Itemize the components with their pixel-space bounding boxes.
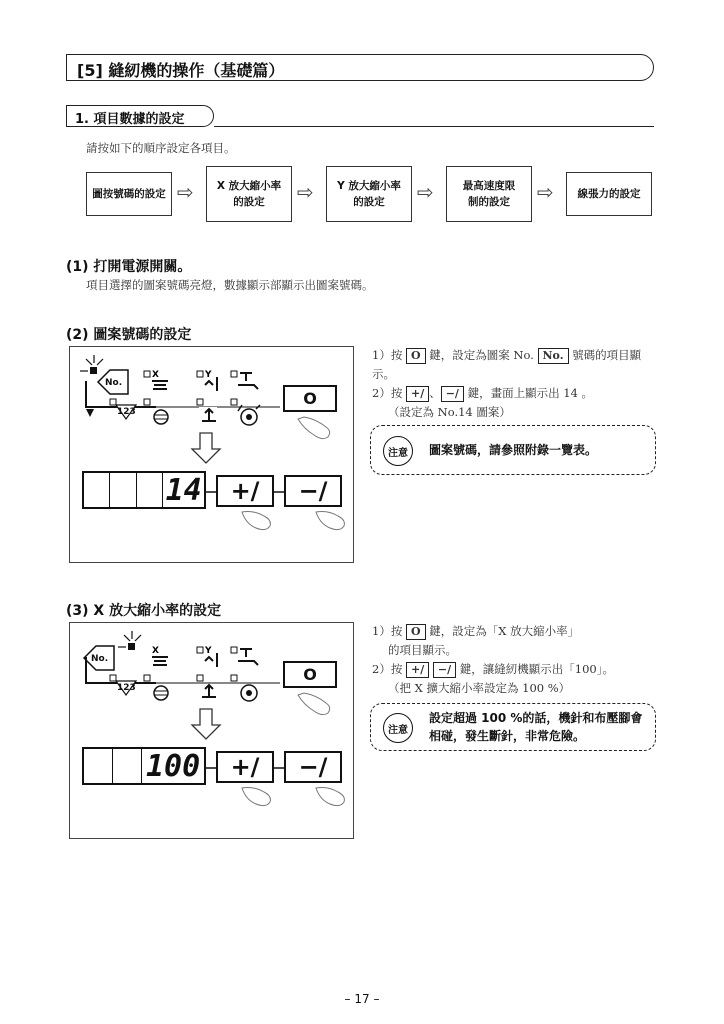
- caution-icon: 注意: [383, 436, 413, 466]
- svg-text:X: X: [152, 646, 159, 656]
- panel-diagram: [70, 623, 355, 840]
- step1-text: 項目選擇的圖案號碼亮燈，數據顯示部顯示出圖案號碼。: [86, 278, 374, 292]
- panel-x-scale: [69, 622, 354, 839]
- page-number: – 17 –: [344, 992, 380, 1006]
- step1-heading: (1) 打開電源開關。: [66, 259, 192, 275]
- minus-key-ref: −/: [441, 386, 464, 402]
- panel-pattern: [69, 346, 354, 563]
- select-key[interactable]: O: [283, 385, 337, 412]
- minus-key[interactable]: −/: [284, 751, 342, 783]
- svg-text:Y: Y: [205, 370, 212, 380]
- flow-arrow-icon: ⇨: [297, 180, 314, 204]
- pattern-no-icon: No.: [105, 378, 123, 388]
- select-key-ref: O: [406, 624, 426, 640]
- step3-heading: (3) X 放大縮小率的設定: [66, 603, 222, 619]
- subsection-title: 1. 項目數據的設定: [75, 112, 185, 127]
- select-key[interactable]: O: [283, 661, 337, 688]
- note-box-danger: [370, 703, 656, 751]
- flow-step-3: Y 放大縮小率的設定: [326, 166, 412, 222]
- plus-key-ref: +/: [406, 386, 429, 402]
- svg-text:X: X: [152, 370, 159, 380]
- intro-text: 請按如下的順序設定各項目。: [86, 141, 236, 155]
- step3-instructions: 1）按 O 鍵，設定為「X 放大縮小率」 的項目顯示。 2）按 +/ −/ 鍵，讓縫紉機顯示出「100」。 （把 X 擴大縮小率設定為 100 %）: [372, 624, 614, 695]
- step2-instructions: 1）按 O 鍵，設定為圖案 No. No. 號碼的項目顯示。 2）按 +/ 、 −/ 鍵，畫面上顯示出 14 。 （設定為 No.14 圖案）: [372, 348, 642, 419]
- minus-key[interactable]: −/: [284, 475, 342, 507]
- data-display: [82, 747, 206, 785]
- display-value: 14: [165, 472, 202, 508]
- plus-key[interactable]: +/: [216, 751, 274, 783]
- flow-step-2: X 放大縮小率的設定: [206, 166, 292, 222]
- minus-key-ref: −/: [433, 662, 456, 678]
- select-key-ref: O: [406, 348, 426, 364]
- flow-step-5: 線張力的設定: [566, 172, 652, 216]
- flow-arrow-icon: ⇨: [177, 180, 194, 204]
- pattern-no-icon: No.: [91, 654, 109, 664]
- caution-icon: 注意: [383, 713, 413, 743]
- svg-text:Y: Y: [205, 646, 212, 656]
- note-box-pattern: [370, 425, 656, 475]
- data-display: [82, 471, 206, 509]
- flow-arrow-icon: ⇨: [537, 180, 554, 204]
- step2-heading: (2) 圖案號碼的設定: [66, 327, 192, 343]
- flow-step-4: 最高速度限制的設定: [446, 166, 532, 222]
- subsection-rule: [214, 126, 654, 127]
- plus-key-ref: +/: [406, 662, 429, 678]
- pattern-no-icon-ref: No.: [538, 348, 569, 364]
- pattern-count-icon: 123: [117, 683, 136, 693]
- section-title-box: [66, 54, 654, 81]
- display-value: 100: [146, 748, 201, 784]
- subsection-title-box: [66, 105, 214, 127]
- section-title: [5] 縫紉機的操作（基礎篇）: [77, 61, 285, 80]
- flow-arrow-icon: ⇨: [417, 180, 434, 204]
- note-text-danger: 設定超過 100 %的話，機針和布壓腳會 相碰，發生斷針，非常危險。: [429, 711, 643, 743]
- plus-key[interactable]: +/: [216, 475, 274, 507]
- pattern-count-icon: 123: [117, 407, 136, 417]
- note-text-pattern: 圖案號碼，請參照附錄一覽表。: [429, 443, 598, 457]
- flow-step-1: 圖按號碼的設定: [86, 172, 172, 216]
